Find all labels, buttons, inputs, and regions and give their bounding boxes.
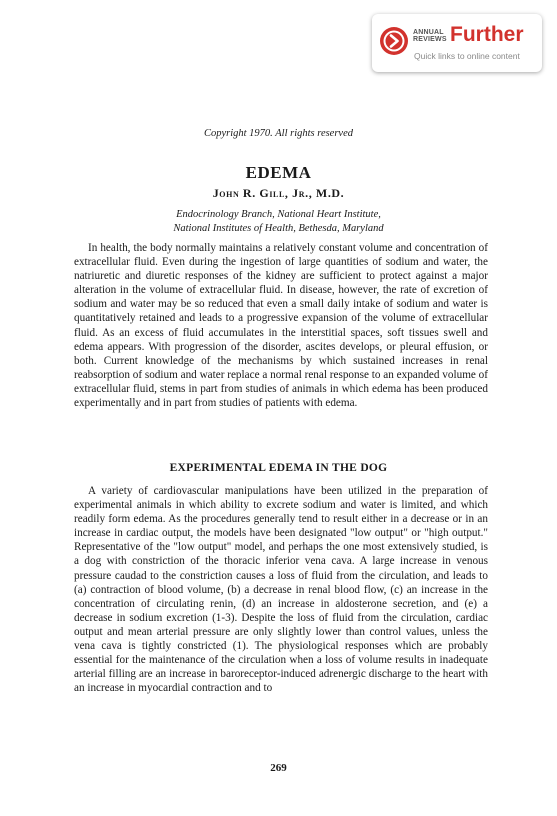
publisher-line1: ANNUAL [413,29,444,36]
body-paragraph-intro: In health, the body normally maintains a relatively constant volume and concentration of extracellular fluid. Even during the ingestion of large quantities of sodium and water, the natriuretic and diuretic responses of the kidney are sufficient to protect against a major alteration in the volume of extracellular fluid. In disease, however, the rate of excretion of sodium and water may be so reduced that even a small daily intake of sodium and water is quantitatively retained and leads to a progressive expansion of the volume of extracellular fluid. As an excess of fluid accumulates in the interstitial spaces, soft tissues swell and edema appears. With progression of the disorder, ascites develops, or pleural effusion, or both. Current knowledge of the mechanisms by which sustained increases in renal reabsorption of sodium and water replace a normal renal response to an expanded volume of extracellular fluid, stems in part from studies of animals in which edema has been produced experimentally and in part from studies of patients with edema. [74,242,488,410]
badge-subtitle: Quick links to online content [414,51,520,61]
author-name: John R. Gill, Jr., M.D. [212,186,345,200]
article-title: EDEMA [245,163,312,182]
affiliation-line1: Endocrinology Branch, National Heart Institute, [176,209,381,220]
further-badge[interactable] [372,14,542,72]
further-arrow-icon [379,26,409,56]
copyright-notice: Copyright 1970. All rights reserved [203,128,354,139]
publisher-name [413,29,447,43]
publisher-line2: REVIEWS [413,36,447,43]
page-number: 269 [270,762,287,774]
affiliation-line2: National Institutes of Health, Bethesda, Maryland [173,223,384,234]
body-paragraph-experimental: A variety of cardiovascular manipulations have been utilized in the preparation of experimental animals in which ability to excrete sodium and water is limited, and which readily form edema. As the procedures generally tend to result either in a decrease or in an increase in cardiac output, the models have been designated "low output" or "high output." Representative of the "low output" model, and perhaps the one most extensively studied, is a dog with constriction of the thoracic inferior vena cava. A large increase in venous pressure caudad to the constriction causes a loss of fluid from the circulation, and leads to (a) contraction of blood volume, (b) a decrease in renal blood flow, (c) an increase in the concentration of circulating renin, (d) an increase in aldosterone secretion, and (e) a decrease in sodium excretion (1-3). Despite the loss of fluid from the circulation, cardiac output and mean arterial pressure are only slightly lower than control values, unless the vena cava is tightly constricted (1). The physiological responses which are probably essential for the maintenance of the circulation when a loss of volume results in inadequate arterial filling are an increase in baroreceptor-induced adrenergic discharge to the heart with an increase in myocardial contraction and to [74,485,488,695]
section-heading: EXPERIMENTAL EDEMA IN THE DOG [169,462,388,474]
badge-title: Further [450,23,524,46]
